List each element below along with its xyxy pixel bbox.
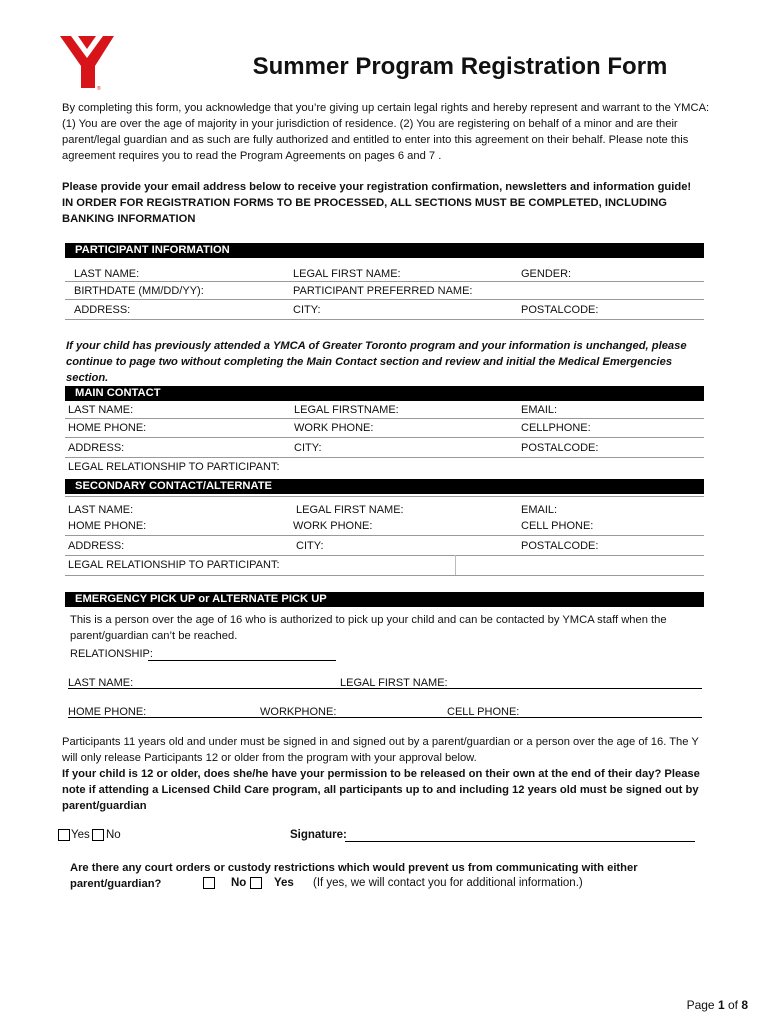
divider	[65, 535, 704, 536]
intro-text: By completing this form, you acknowledge that you’re giving up certain legal rights and hereby represent and warrant to the YMCA: (1) You are over the age of majority in your jurisdiction of residence. (2) You are registering on behalf of a minor and are their parent/legal guardian and as such are fully authorized and entitled to enter into this agreement on their behalf. Please note this agreement requires you to read the Program Agreements on pages 6 and 7 .	[62, 102, 710, 162]
release-yes-checkbox[interactable]	[58, 829, 70, 841]
previous-attendance-note: If your child has previously attended a YMCA of Greater Toronto program and your information is unchanged, please continue to page two without completing the Main Contact section and review and initial the Medical Emergencies section.	[66, 340, 687, 384]
main-cell-phone-label: CELLPHONE:	[521, 422, 591, 434]
emergency-work-phone-label: WORKPHONE:	[260, 706, 337, 718]
divider	[65, 319, 704, 320]
participant-preferred-name-label: PARTICIPANT PREFERRED NAME:	[293, 285, 473, 297]
signature-label: Signature:	[290, 829, 347, 841]
page-total: 8	[741, 998, 748, 1012]
emergency-last-name-label: LAST NAME:	[68, 677, 134, 689]
signout-question: If your child is 12 or older, does she/he have your permission to be released on their own at the end of their day? Please note if attending a Licensed Child Care program, all participants up to and including 12 years old must be signed out by parent/guardian	[62, 768, 700, 812]
release-no-checkbox[interactable]	[92, 829, 104, 841]
page-number	[687, 998, 748, 1012]
emergency-relationship-field[interactable]	[148, 660, 336, 661]
release-no-label: No	[106, 829, 121, 841]
court-no-checkbox[interactable]	[203, 877, 215, 889]
emergency-phone-field[interactable]	[68, 717, 702, 718]
participant-section-heading: PARTICIPANT INFORMATION	[65, 243, 704, 258]
secondary-postal-label: POSTALCODE:	[521, 540, 599, 552]
secondary-relationship-label: LEGAL RELATIONSHIP TO PARTICIPANT:	[68, 559, 280, 571]
divider	[65, 457, 704, 458]
participant-address-label: ADDRESS:	[74, 304, 131, 316]
main-relationship-label: LEGAL RELATIONSHIP TO PARTICIPANT:	[68, 461, 280, 473]
emergency-cell-phone-label: CELL PHONE:	[447, 706, 520, 718]
participant-postal-label: POSTALCODE:	[521, 304, 599, 316]
participant-gender-label: GENDER:	[521, 268, 572, 280]
secondary-cell-phone-label: CELL PHONE:	[521, 520, 594, 532]
page-current: 1	[717, 998, 725, 1012]
emergency-name-field[interactable]	[68, 688, 702, 689]
secondary-last-name-label: LAST NAME:	[68, 504, 134, 516]
secondary-email-label: EMAIL:	[521, 504, 558, 516]
participant-first-name-label: LEGAL FIRST NAME:	[293, 268, 401, 280]
court-note: (If yes, we will contact you for additional information.)	[313, 877, 583, 889]
main-postal-label: POSTALCODE:	[521, 442, 599, 454]
participant-last-name-label: LAST NAME:	[74, 268, 140, 280]
release-yes-label: Yes	[71, 829, 90, 841]
divider	[65, 437, 704, 438]
secondary-contact-heading: SECONDARY CONTACT/ALTERNATE	[65, 479, 704, 494]
main-address-label: ADDRESS:	[68, 442, 125, 454]
participant-birthdate-label: BIRTHDATE (MM/DD/YY):	[74, 285, 204, 297]
secondary-home-phone-label: HOME PHONE:	[68, 520, 147, 532]
court-yes-checkbox[interactable]	[250, 877, 262, 889]
participant-city-label: CITY:	[293, 304, 321, 316]
divider	[65, 281, 704, 282]
secondary-city-label: CITY:	[296, 540, 324, 552]
divider	[65, 299, 704, 300]
divider	[65, 496, 704, 497]
main-last-name-label: LAST NAME:	[68, 404, 134, 416]
main-home-phone-label: HOME PHONE:	[68, 422, 147, 434]
emergency-home-phone-label: HOME PHONE:	[68, 706, 147, 718]
svg-text:®: ®	[97, 86, 101, 92]
page-prefix: Page	[686, 998, 718, 1012]
main-email-label: EMAIL:	[521, 404, 558, 416]
secondary-first-name-label: LEGAL FIRST NAME:	[296, 504, 404, 516]
court-order-question: Are there any court orders or custody restrictions which would prevent us from communicating with either parent/guardian?	[70, 862, 638, 890]
secondary-work-phone-label: WORK PHONE:	[293, 520, 373, 532]
main-work-phone-label: WORK PHONE:	[294, 422, 374, 434]
signature-field[interactable]	[345, 841, 695, 842]
page-title: Summer Program Registration Form	[252, 53, 668, 80]
divider	[65, 575, 704, 576]
signout-text: Participants 11 years old and under must be signed in and signed out by a parent/guardian or a person over the age of 16. The Y will only release Participants 12 or older from the program with your approval below.	[62, 736, 699, 764]
divider	[65, 555, 704, 556]
main-city-label: CITY:	[294, 442, 322, 454]
court-yes-label: Yes	[274, 877, 294, 889]
secondary-address-label: ADDRESS:	[68, 540, 125, 552]
email-notice: Please provide your email address below to receive your registration confirmation, newsletters and information guide!	[62, 181, 692, 193]
page-of: of	[724, 998, 742, 1012]
main-contact-heading: MAIN CONTACT	[65, 386, 704, 401]
emergency-relationship-label: RELATIONSHIP:	[70, 648, 153, 660]
main-first-name-label: LEGAL FIRSTNAME:	[294, 404, 399, 416]
emergency-pickup-heading: EMERGENCY PICK UP or ALTERNATE PICK UP	[65, 592, 704, 607]
divider	[455, 555, 456, 575]
divider	[65, 418, 704, 419]
order-notice: IN ORDER FOR REGISTRATION FORMS TO BE PROCESSED, ALL SECTIONS MUST BE COMPLETED, INCLUDING BANKING INFORMATION	[62, 197, 667, 225]
emergency-description: This is a person over the age of 16 who is authorized to pick up your child and can be contacted by YMCA staff when the parent/guardian can’t be reached.	[70, 614, 667, 642]
emergency-first-name-label: LEGAL FIRST NAME:	[340, 677, 448, 689]
court-no-label: No	[231, 877, 247, 889]
